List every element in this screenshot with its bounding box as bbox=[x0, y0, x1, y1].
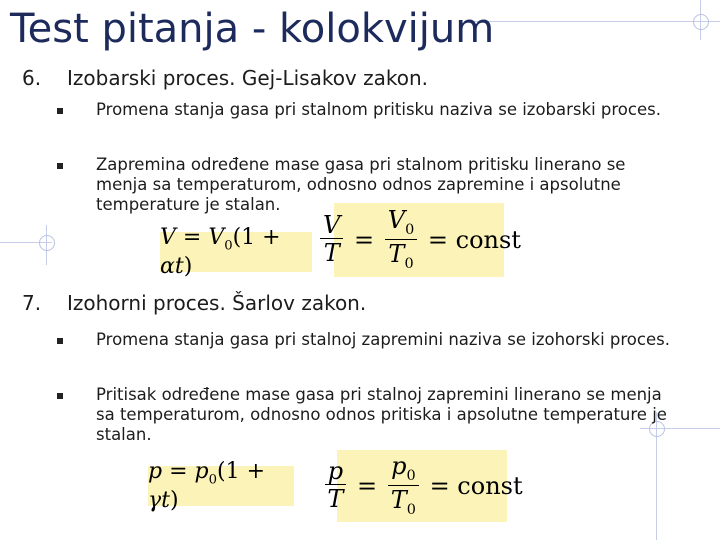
bullet-text: Zapremina određene mase gasa pri stalnom pritisku linerano se menja sa temperaturom, odnosno odnos zapremine i apsolutne temperature je stalan. bbox=[96, 155, 626, 214]
page-title: Test pitanja - kolokvijum bbox=[10, 6, 495, 52]
decorative-top-circle bbox=[693, 14, 709, 30]
formula-ratio: $\frac{p}{T}$ = $\frac{p_0}{T_0}$ = const bbox=[337, 450, 507, 522]
bullet-marker bbox=[57, 393, 63, 399]
decorative-mid-circle bbox=[39, 235, 55, 251]
formula-linear: $p = p_0(1 + \gamma t)$ bbox=[148, 466, 294, 506]
section-number: 7. bbox=[22, 291, 42, 315]
bullet-marker bbox=[57, 108, 63, 114]
bullet-text: Pritisak određene mase gasa pri stalnoj zapremini linerano se menja sa temperaturom, odnosno odnos pritiska i apsolutne temperature je stalan. bbox=[96, 385, 667, 444]
section-number: 6. bbox=[22, 66, 42, 90]
decorative-top-line bbox=[470, 21, 720, 22]
bullet-marker bbox=[57, 163, 63, 169]
section-heading: Izohorni proces. Šarlov zakon. bbox=[67, 291, 367, 315]
formula-ratio: $\frac{V}{T}$ = $\frac{V_0}{T_0}$ = const bbox=[334, 203, 504, 277]
bullet-marker bbox=[57, 338, 63, 344]
formula-linear: $V = V_0(1 + \alpha t)$ bbox=[160, 232, 312, 272]
bullet-text: Promena stanja gasa pri stalnoj zapremini naziva se izohorski proces. bbox=[96, 330, 670, 349]
bullet-text: Promena stanja gasa pri stalnom pritisku naziva se izobarski proces. bbox=[96, 100, 661, 119]
section-heading: Izobarski proces. Gej-Lisakov zakon. bbox=[67, 66, 429, 90]
